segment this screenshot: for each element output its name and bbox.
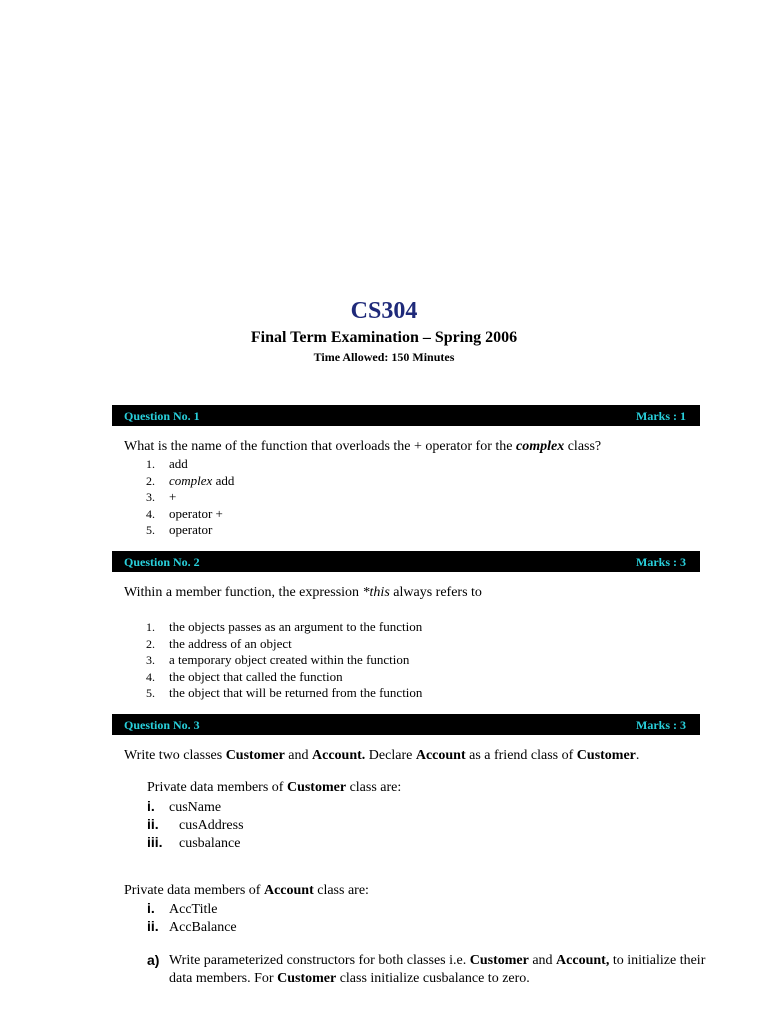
text-bold: Customer bbox=[576, 748, 636, 763]
text-part: class are: bbox=[313, 883, 369, 898]
customer-member-item bbox=[147, 798, 221, 816]
text-part: class initialize cusbalance to zero. bbox=[336, 971, 530, 986]
option-number: 1. bbox=[146, 457, 155, 471]
option-item bbox=[124, 522, 234, 539]
roman-number: i. bbox=[147, 900, 155, 916]
text-part: to initialize their data members. For bbox=[169, 953, 706, 986]
option-item bbox=[124, 619, 422, 636]
question-marks: Marks : 3 bbox=[636, 555, 686, 569]
question-text-part: What is the name of the function that overloads the + operator for the bbox=[124, 439, 516, 454]
text-part: Write parameterized constructors for both classes i.e. bbox=[169, 953, 470, 968]
question-1-options bbox=[124, 456, 234, 539]
text-part: Private data members of bbox=[147, 780, 287, 795]
part-a-text bbox=[169, 952, 709, 988]
text-part: Write two classes bbox=[124, 748, 226, 763]
option-item bbox=[124, 669, 422, 686]
option-item bbox=[124, 473, 234, 490]
option-number: 4. bbox=[146, 669, 155, 684]
question-text-part: class? bbox=[564, 439, 602, 454]
customer-members-heading bbox=[147, 780, 401, 796]
text-part: Declare bbox=[365, 748, 416, 763]
question-text-part: always refers to bbox=[389, 585, 482, 600]
text-bold: Account. bbox=[312, 748, 366, 763]
question-2-text bbox=[124, 585, 482, 601]
option-number: 2. bbox=[146, 636, 155, 651]
option-number: 4. bbox=[146, 506, 155, 521]
text-part: and bbox=[284, 748, 313, 763]
account-members-heading bbox=[124, 883, 369, 899]
question-marks: Marks : 3 bbox=[636, 718, 686, 732]
option-number: 5. bbox=[146, 686, 155, 701]
text-bold: Account bbox=[415, 748, 466, 763]
option-text: operator + bbox=[169, 505, 223, 521]
option-item bbox=[124, 652, 422, 669]
option-item bbox=[124, 456, 234, 473]
roman-number: ii. bbox=[147, 918, 159, 934]
option-text: the object that will be returned from the function bbox=[169, 685, 423, 701]
question-2-bar bbox=[112, 551, 700, 572]
question-number: Question No. 1 bbox=[124, 409, 200, 423]
question-text-emphasis: complex bbox=[516, 439, 565, 454]
exam-title: Final Term Examination – Spring 2006 bbox=[250, 329, 518, 346]
customer-member-item bbox=[147, 834, 240, 852]
option-text: a temporary object created within the function bbox=[169, 652, 410, 668]
part-a-label: a) bbox=[147, 952, 160, 968]
option-item bbox=[124, 636, 422, 653]
course-code: CS304 bbox=[350, 298, 418, 324]
text-part: . bbox=[635, 748, 640, 763]
option-number: 5. bbox=[146, 523, 155, 538]
option-text: operator bbox=[169, 522, 213, 538]
question-number: Question No. 3 bbox=[124, 718, 200, 732]
text-part: class are: bbox=[346, 780, 402, 795]
option-item bbox=[124, 685, 422, 702]
option-text: the objects passes as an argument to the function bbox=[169, 619, 423, 634]
account-member-item bbox=[147, 918, 237, 936]
member-name: cusAddress bbox=[179, 818, 244, 833]
customer-member-item bbox=[147, 816, 244, 834]
option-text: the object that called the function bbox=[169, 668, 343, 684]
option-number: 1. bbox=[146, 620, 155, 634]
text-bold: Account, bbox=[556, 953, 610, 968]
time-allowed: Time Allowed: 150 Minutes bbox=[313, 350, 455, 364]
option-text: the address of an object bbox=[169, 635, 292, 651]
option-number: 3. bbox=[146, 653, 155, 668]
member-name: AccTitle bbox=[169, 902, 218, 917]
option-number: 2. bbox=[146, 473, 155, 488]
option-text-emphasis: complex bbox=[169, 472, 213, 488]
question-text-part: Within a member function, the expression bbox=[124, 585, 363, 600]
member-name: cusbalance bbox=[179, 836, 241, 851]
member-name: AccBalance bbox=[169, 920, 237, 935]
option-text: add bbox=[169, 456, 188, 471]
question-number: Question No. 2 bbox=[124, 555, 200, 569]
text-part: and bbox=[528, 953, 557, 968]
question-2-options bbox=[124, 619, 422, 702]
option-text: add bbox=[212, 472, 235, 488]
option-item bbox=[124, 506, 234, 523]
option-text: + bbox=[169, 489, 177, 505]
question-text-emphasis: *this bbox=[362, 585, 390, 600]
option-number: 3. bbox=[146, 490, 155, 505]
text-bold: Customer bbox=[469, 953, 529, 968]
question-3-bar bbox=[112, 714, 700, 735]
text-bold: Customer bbox=[225, 748, 285, 763]
member-name: cusName bbox=[169, 800, 222, 815]
roman-number: i. bbox=[147, 798, 155, 814]
text-bold: Customer bbox=[286, 780, 347, 795]
text-bold: Customer bbox=[277, 971, 337, 986]
question-1-bar bbox=[112, 405, 700, 426]
option-item bbox=[124, 489, 234, 506]
question-marks: Marks : 1 bbox=[636, 409, 686, 423]
roman-number: iii. bbox=[147, 834, 163, 850]
text-bold: Account bbox=[263, 883, 314, 898]
roman-number: ii. bbox=[147, 816, 159, 832]
text-part: Private data members of bbox=[124, 883, 264, 898]
account-member-item bbox=[147, 900, 217, 918]
question-3-text bbox=[124, 748, 639, 764]
question-1-text bbox=[124, 439, 601, 455]
text-part: as a friend class of bbox=[465, 748, 577, 763]
